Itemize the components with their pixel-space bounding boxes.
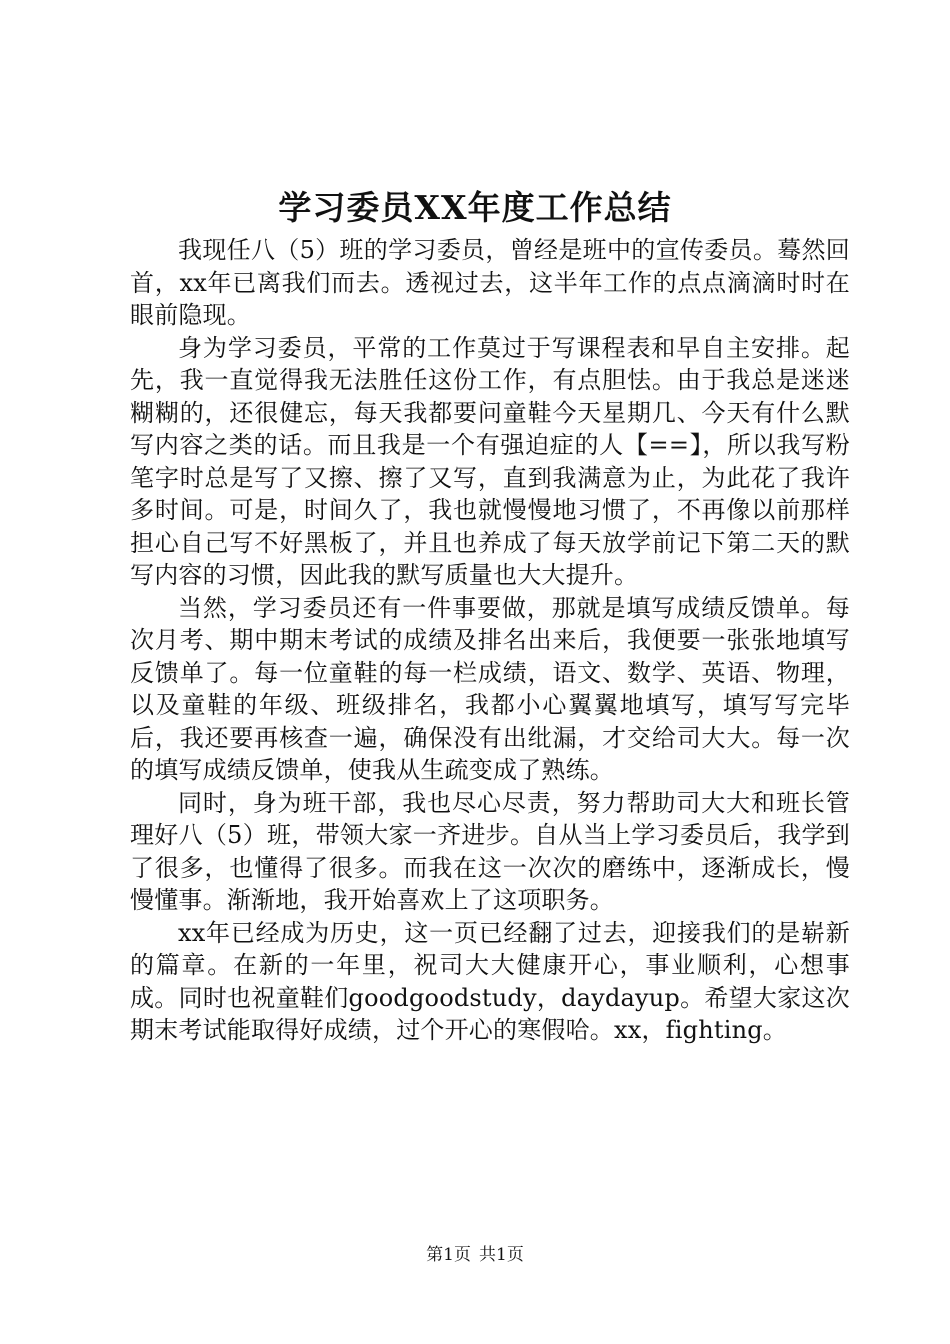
document-title: 学习委员XX年度工作总结 [278,188,672,227]
paragraph-5: xx年已经成为历史，这一页已经翻了过去，迎接我们的是崭新的篇章。在新的一年里，祝司大大健康开心，事业顺利，心想事成。同时也祝童鞋们goodgoodstudy，daydayup。希望大家这次期末考试能取得好成绩，过个开心的寒假哈。xx，fighting。 [130,918,850,1044]
page-number: 第1页 [426,1245,471,1265]
paragraph-3: 当然，学习委员还有一件事要做，那就是填写成绩反馈单。每次月考、期中期末考试的成绩及排名出来后，我便要一张张地填写反馈单了。每一位童鞋的每一栏成绩，语文、数学、英语、物理，以及童鞋的年级、班级排名，我都小心翼翼地填写，填写写完毕后，我还要再核查一遍，确保没有出纰漏，才交给司大大。每一次的填写成绩反馈单，使我从生疏变成了熟练。 [130,593,850,784]
paragraph-2: 身为学习委员，平常的工作莫过于写课程表和早自主安排。起先，我一直觉得我无法胜任这份工作，有点胆怯。由于我总是迷迷糊糊的，还很健忘，每天我都要问童鞋今天星期几、今天有什么默写内容之类的话。而且我是一个有强迫症的人【==】，所以我写粉笔字时总是写了又擦、擦了又写，直到我满意为止，为此花了我许多时间。可是，时间久了，我也就慢慢地习惯了，不再像以前那样担心自己写不好黑板了，并且也养成了每天放学前记下第二天的默写内容的习惯，因此我的默写质量也大大提升。 [130,333,850,589]
paragraph-4: 同时，身为班干部，我也尽心尽责，努力帮助司大大和班长管理好八（5）班，带领大家一齐进步。自从当上学习委员后，我学到了很多，也懂得了很多。而我在这一次次的磨练中，逐渐成长，慢慢懂事。渐渐地，我开始喜欢上了这项职务。 [130,788,850,914]
page-footer [0,1243,950,1267]
page-total: 共1页 [479,1245,524,1265]
document-body [130,234,850,1047]
paragraph-1: 我现任八（5）班的学习委员，曾经是班中的宣传委员。蓦然回首，xx年已离我们而去。透视过去，这半年工作的点点滴滴时时在眼前隐现。 [130,236,850,329]
